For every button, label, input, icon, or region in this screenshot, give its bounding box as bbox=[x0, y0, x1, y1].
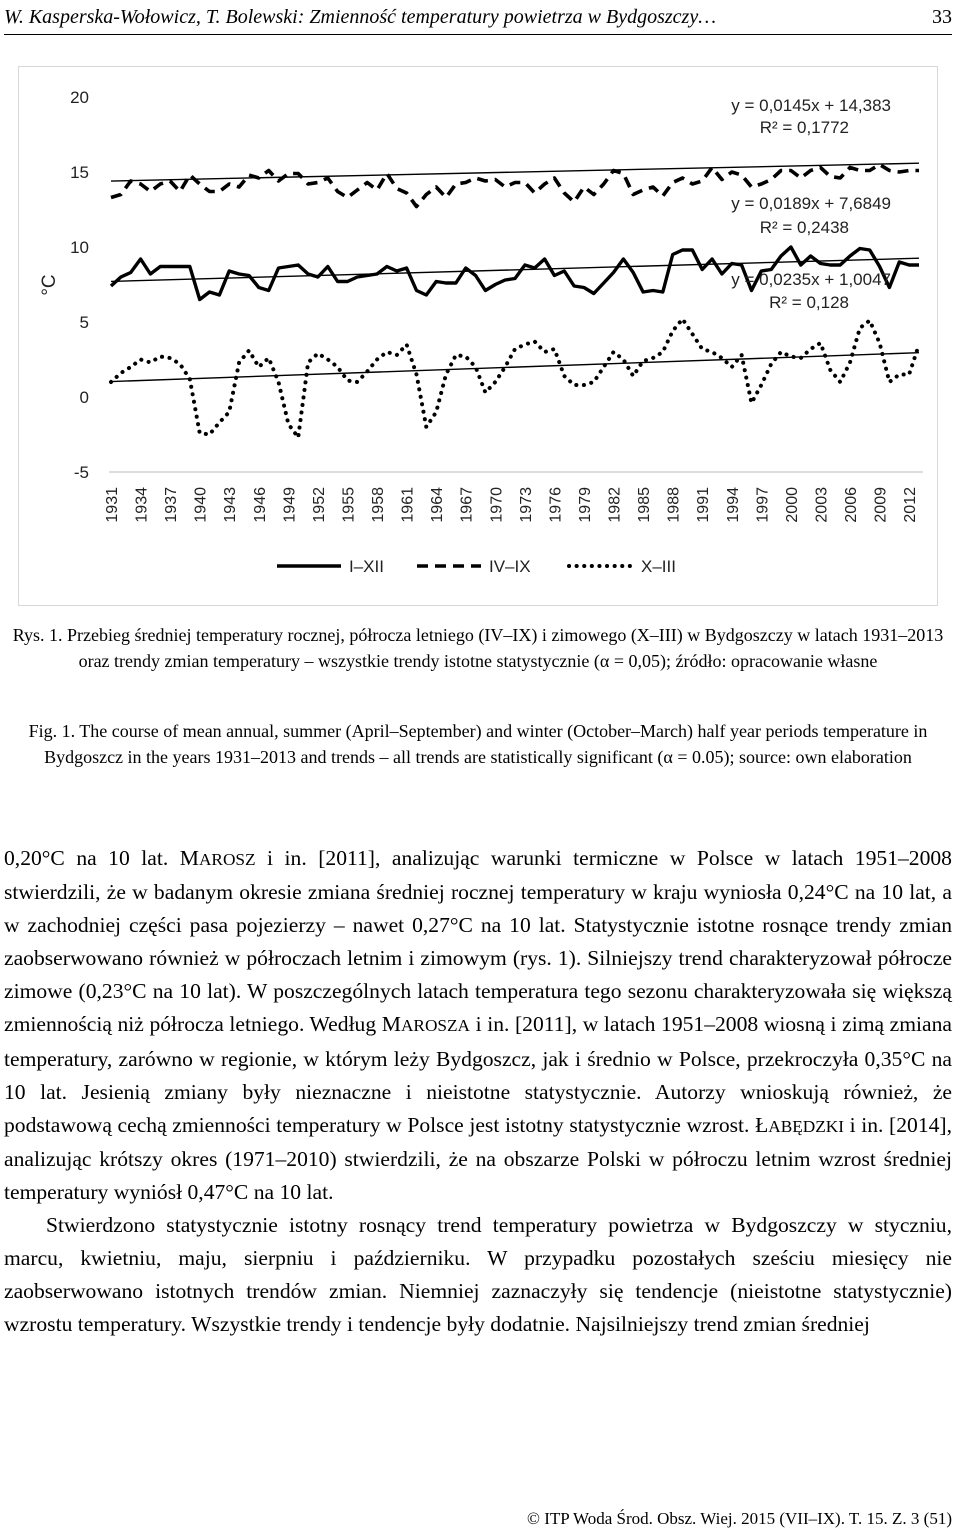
series-line bbox=[111, 319, 919, 438]
y-tick-label: 10 bbox=[70, 238, 89, 257]
trend-r-squared: R² = 0,1772 bbox=[759, 118, 849, 137]
x-tick-label: 1982 bbox=[606, 487, 624, 523]
y-tick-label: 20 bbox=[70, 88, 89, 107]
x-tick-label: 2009 bbox=[872, 487, 890, 523]
trend-equation: y = 0,0189x + 7,6849 bbox=[731, 194, 891, 213]
x-tick-label: 1946 bbox=[251, 487, 269, 523]
x-tick-label: 1994 bbox=[724, 487, 742, 523]
x-tick-label: 1991 bbox=[695, 487, 713, 523]
x-tick-label: 1985 bbox=[636, 487, 654, 523]
x-tick-label: 1961 bbox=[399, 487, 417, 523]
paragraph-1: 0,20°C na 10 lat. MAROSZ i in. [2011], analizując warunki termiczne w Polsce w latach 1951–2008 stwierdzili, że w badanym okresie zmiana średniej rocznej temperatury w kraju wyniosła 0,24°C na 10 lat, a w zachodniej części pasa pojezierzy – nawet 0,27°C na 10 lat. Statystycznie istotne rosnące trendy zmian zaobserwowano również w półroczach letnim i zimowym (rys. 1). Silniejszy trend charakteryzował półrocze zimowe (0,23°C na 10 lat). W poszczególnych latach temperatura tego sezonu charakteryzowała się większą zmiennością niż półrocza letniego. Według MAROSZA i in. [2011], w latach 1951–2008 wiosną i zimą zmiana temperatury, zarówno w regionie, w którym leży Bydgoszcz, jak i średnio w Polsce, przekroczyła 0,35°C na 10 lat. Jesienią zmiany były nieznaczne i nieistotne statystycznie. Autorzy wnioskują również, że podstawową cechą zmienności temperatury w Polsce jest istotny statystycznie wzrost. ŁABĘDZKI i in. [2014], analizując krótszy okres (1971–2010) stwierdzili, że na obszarze Polski w półroczu letnim wzrost średniej temperatury wyniósł 0,47°C na 10 lat. bbox=[4, 846, 953, 1204]
y-tick-label: -5 bbox=[73, 463, 89, 482]
x-tick-label: 1964 bbox=[429, 487, 447, 523]
x-tick-label: 2012 bbox=[902, 487, 920, 523]
trend-line bbox=[111, 163, 919, 181]
page-number: 33 bbox=[932, 6, 952, 28]
temperature-chart bbox=[19, 67, 937, 605]
x-tick-label: 1958 bbox=[370, 487, 388, 523]
y-tick-label: 15 bbox=[70, 163, 89, 182]
x-tick-label: 1997 bbox=[754, 487, 772, 523]
x-tick-label: 1967 bbox=[458, 487, 476, 523]
y-tick-label: 0 bbox=[79, 388, 89, 407]
trend-r-squared: R² = 0,128 bbox=[769, 293, 849, 312]
x-tick-label: 1976 bbox=[547, 487, 565, 523]
trend-equation: y = 0,0235x + 1,0047 bbox=[731, 270, 891, 289]
x-tick-label: 1940 bbox=[192, 487, 210, 523]
figure bbox=[18, 66, 938, 606]
caption-polish: Rys. 1. Przebieg średniej temperatury rocznej, półrocza letniego (IV–IX) i zimowego (X–III) w Bydgoszczy w latach 1931–2013 oraz trendy zmian temperatury – wszystkie trendy istotne statystycznie (α = 0,05); źródło: opracowanie własne bbox=[12, 625, 944, 671]
running-header bbox=[4, 2, 952, 35]
x-tick-label: 1943 bbox=[222, 487, 240, 523]
body-text bbox=[4, 842, 952, 1341]
x-tick-label: 1955 bbox=[340, 487, 358, 523]
legend-label: X–III bbox=[641, 557, 676, 576]
x-tick-label: 1949 bbox=[281, 487, 299, 523]
x-tick-label: 1970 bbox=[488, 487, 506, 523]
trend-equation: y = 0,0145x + 14,383 bbox=[731, 96, 891, 115]
running-title: W. Kasperska-Wołowicz, T. Bolewski: Zmienność temperatury powietrza w Bydgoszczy… bbox=[4, 6, 717, 28]
trend-r-squared: R² = 0,2438 bbox=[759, 218, 849, 237]
x-tick-label: 1952 bbox=[310, 487, 328, 523]
x-tick-label: 1979 bbox=[576, 487, 594, 523]
legend-label: I–XII bbox=[349, 557, 384, 576]
y-tick-label: 5 bbox=[79, 313, 89, 332]
x-tick-label: 1937 bbox=[163, 487, 181, 523]
legend-label: IV–IX bbox=[489, 557, 531, 576]
x-tick-label: 1934 bbox=[133, 487, 151, 523]
footer-citation: © ITP Woda Środ. Obsz. Wiej. 2015 (VII–IX). T. 15. Z. 3 (51) bbox=[527, 1509, 952, 1528]
x-tick-label: 1973 bbox=[517, 486, 535, 523]
trend-line bbox=[111, 353, 919, 382]
caption-english: Fig. 1. The course of mean annual, summer (April–September) and winter (October–March) half year periods temperature in Bydgoszcz in the years 1931–2013 and trends – all trends are statistically significant (α = 0.05); source: own elaboration bbox=[28, 721, 928, 767]
y-axis-label: °C bbox=[39, 274, 60, 296]
x-tick-label: 2000 bbox=[783, 487, 801, 523]
paragraph-2: Stwierdzono statystycznie istotny rosnący trend temperatury powietrza w Bydgoszczy w styczniu, marcu, kwietniu, maju, sierpniu i październiku. W przypadku pozostałych sześciu miesięcy nie zaobserwowano istotnych trendów zmian. Niemniej zaznaczyły się tendencje (nieistotne statystycznie) wzrostu temperatury. Wszystkie trendy i tendencje były dodatnie. Najsilniejszy trend zmian średniej bbox=[4, 1213, 952, 1337]
x-tick-label: 1931 bbox=[104, 487, 121, 523]
x-tick-label: 2006 bbox=[843, 487, 861, 523]
x-tick-label: 2003 bbox=[813, 487, 831, 523]
x-tick-label: 1988 bbox=[665, 487, 683, 523]
